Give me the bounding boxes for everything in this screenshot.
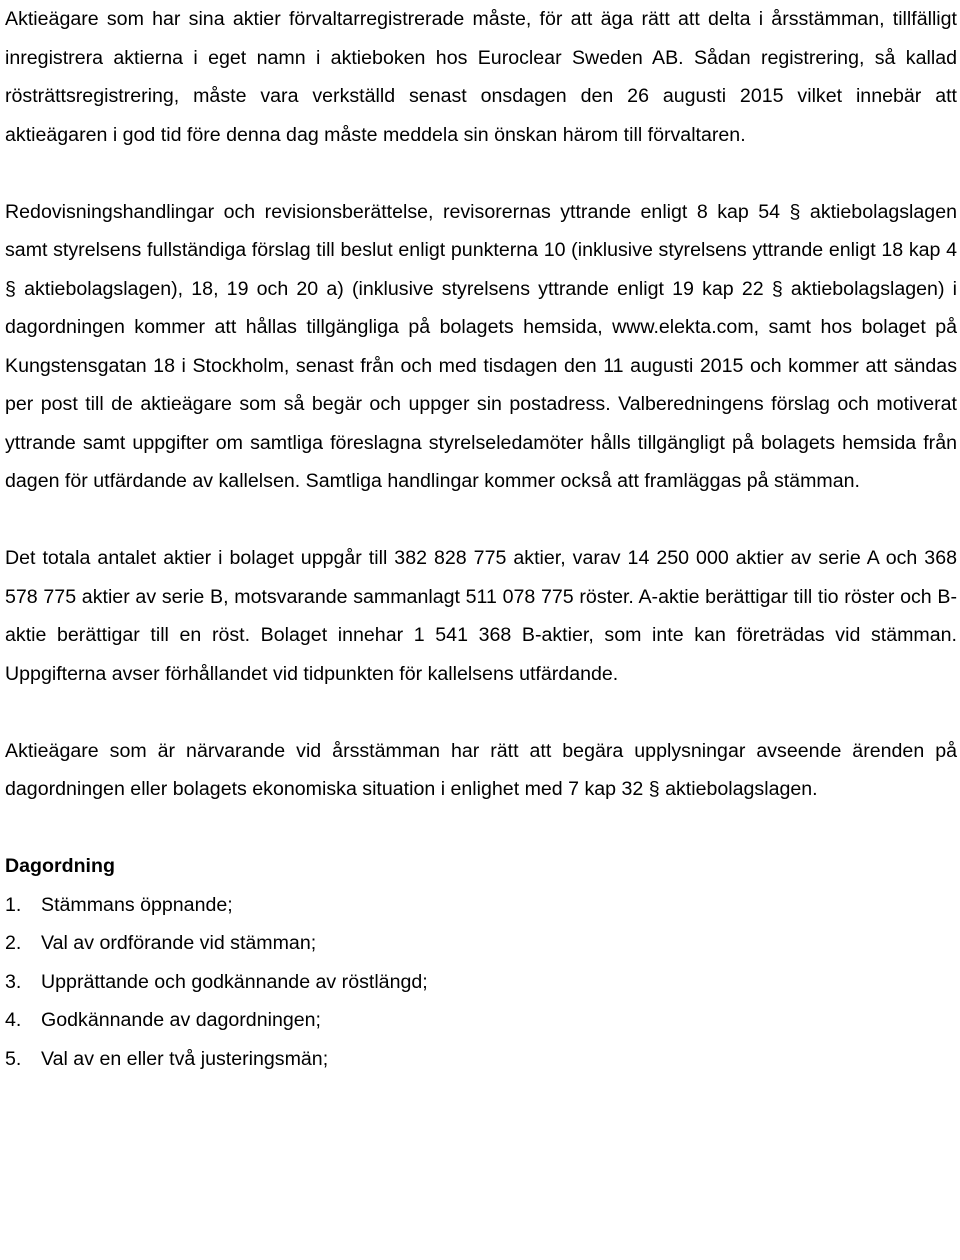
- paragraph-share-count: Det totala antalet aktier i bolaget uppgår till 382 828 775 aktier, varav 14 250 000 aktier av serie A och 368 578 775 aktier av serie B, motsvarande sammanlagt 511 078 775 röster. A-aktie berättigar till tio röster och B-aktie berättigar till en röst. Bolaget innehar 1 541 368 B-aktier, som inte kan företrädas vid stämman. Uppgifterna avser förhållandet vid tidpunkten för kallelsens utfärdande.: [5, 547, 957, 685]
- document-page: [5, 0, 957, 1078]
- agenda-item: [5, 963, 957, 1002]
- agenda-item: [5, 1001, 957, 1040]
- agenda-heading: Dagordning: [5, 855, 115, 877]
- agenda-item: [5, 886, 957, 925]
- agenda-item-number: 5.: [5, 1047, 22, 1070]
- paragraph-spacer: [5, 154, 957, 193]
- paragraph-spacer: [5, 809, 957, 848]
- paragraph-shareholder-questions: Aktieägare som är närvarande vid årsstämman har rätt att begära upplysningar avseende ärenden på dagordningen eller bolagets ekonomiska situation i enlighet med 7 kap 32 § aktiebolagslagen.: [5, 739, 957, 800]
- agenda-item-number: 2.: [5, 932, 22, 954]
- agenda-item-number: 3.: [5, 970, 22, 993]
- agenda-item-number: 1.: [5, 893, 22, 916]
- agenda-item-text: Upprättande och godkännande av röstlängd;: [41, 970, 428, 993]
- agenda-list: [5, 886, 957, 1079]
- paragraph-annual-report-documents: Redovisningshandlingar och revisionsberättelse, revisorernas yttrande enligt 8 kap 54 § aktiebolagslagen samt styrelsens fullständiga förslag till beslut enligt punkterna 10 (inklusive styrelsens yttrande enligt 18 kap 4 § aktiebolagslagen), 18, 19 och 20 a) (inklusive styrelsens yttrande enligt 19 kap 22 § aktiebolagslagen) i dagordningen kommer att hållas tillgängliga på bolagets hemsida, www.elekta.com, samt hos bolaget på Kungstensgatan 18 i Stockholm, senast från och med tisdagen den 11 augusti 2015 och kommer att sändas per post till de aktieägare som så begär och uppger sin postadress. Valberedningens förslag och motiverat yttrande samt uppgifter om samtliga föreslagna styrelseledamöter hålls tillgängligt på bolagets hemsida från dagen för utfärdande av kallelsen. Samtliga handlingar kommer också att framläggas på stämman.: [5, 200, 957, 492]
- paragraph-nominee-registration: Aktieägare som har sina aktier förvaltarregistrerade måste, för att äga rätt att delta i årsstämman, tillfälligt inregistrera aktierna i eget namn i aktieboken hos Euroclear Sweden AB. Sådan registrering, så kallad rösträttsregistrering, måste vara verkställd senast onsdagen den 26 augusti 2015 vilket innebär att aktieägaren i god tid före denna dag måste meddela sin önskan härom till förvaltaren.: [5, 8, 957, 146]
- agenda-item-number: 4.: [5, 1009, 22, 1031]
- agenda-item-text: Godkännande av dagordningen;: [41, 1009, 321, 1031]
- agenda-item-text: Val av ordförande vid stämman;: [41, 932, 317, 954]
- agenda-item: [5, 924, 957, 963]
- agenda-item-text: Val av en eller två justeringsmän;: [41, 1047, 329, 1070]
- paragraph-spacer: [5, 693, 957, 732]
- agenda-item: [5, 1040, 957, 1079]
- agenda-item-text: Stämmans öppnande;: [41, 893, 233, 916]
- paragraph-spacer: [5, 501, 957, 540]
